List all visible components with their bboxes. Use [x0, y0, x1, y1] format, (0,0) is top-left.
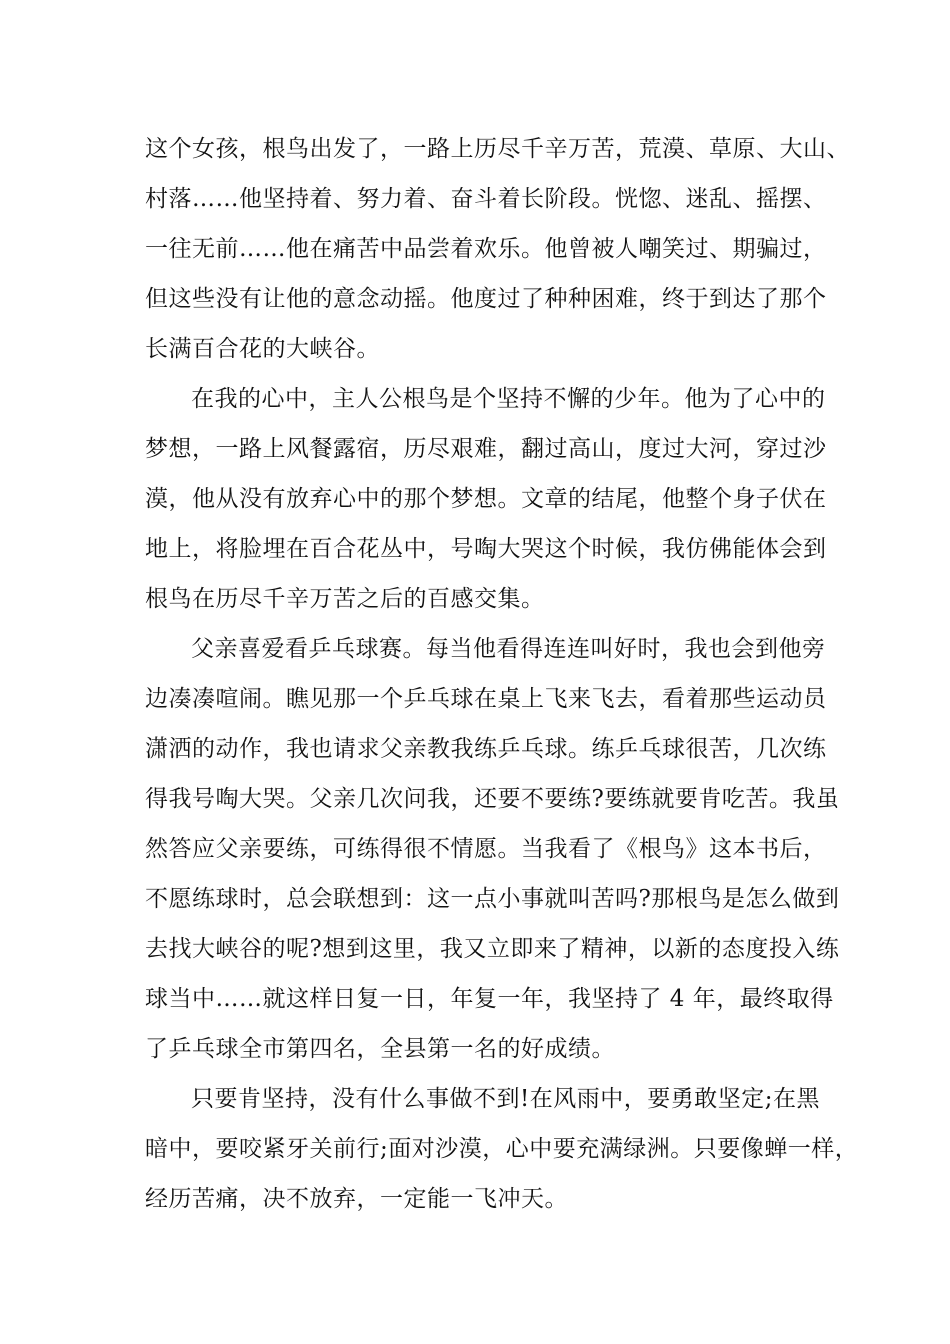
text-line: 不愿练球时，总会联想到：这一点小事就叫苦吗?那根鸟是怎么做到	[145, 886, 840, 912]
text-line: 一往无前……他在痛苦中品尝着欢乐。他曾被人嘲笑过、期骗过，	[145, 236, 827, 262]
text-line: 只要肯坚持，没有什么事做不到!在风雨中，要勇敢坚定;在黑	[191, 1086, 820, 1112]
text-line: 潇洒的动作，我也请求父亲教我练乒乓球。练乒乓球很苦，几次练	[145, 736, 827, 762]
text-line: 球当中……就这样日复一日，年复一年，我坚持了 4 年，最终取得	[145, 986, 834, 1012]
text-line: 梦想，一路上风餐露宿，历尽艰难，翻过高山，度过大河，穿过沙	[145, 436, 827, 462]
text-line: 村落……他坚持着、努力着、奋斗着长阶段。恍惚、迷乱、摇摆、	[145, 186, 827, 212]
text-line: 但这些没有让他的意念动摇。他度过了种种困难，终于到达了那个	[145, 286, 827, 312]
text-line: 经历苦痛，决不放弃，一定能一飞冲天。	[145, 1186, 568, 1212]
text-line: 得我号啕大哭。父亲几次问我，还要不要练?要练就要肯吃苦。我虽	[145, 786, 840, 812]
text-line: 父亲喜爱看乒乓球赛。每当他看得连连叫好时，我也会到他旁	[191, 636, 826, 662]
text-line: 地上，将脸埋在百合花丛中，号啕大哭这个时候，我仿佛能体会到	[145, 536, 827, 562]
text-line: 了乒乓球全市第四名，全县第一名的好成绩。	[145, 1036, 615, 1062]
text-line: 然答应父亲要练，可练得很不情愿。当我看了《根鸟》这本书后，	[145, 836, 827, 862]
paragraph-2	[145, 374, 825, 624]
text-line: 去找大峡谷的呢?想到这里，我又立即来了精神，以新的态度投入练	[145, 936, 840, 962]
paragraph-4	[145, 1074, 859, 1224]
text-line: 这个女孩，根鸟出发了，一路上历尽千辛万苦，荒漠、草原、大山、	[145, 136, 850, 162]
text-line: 漠，他从没有放弃心中的那个梦想。文章的结尾，他整个身子伏在	[145, 486, 827, 512]
text-line: 暗中，要咬紧牙关前行;面对沙漠，心中要充满绿洲。只要像蝉一样，	[145, 1136, 859, 1162]
text-line: 边凑凑喧闹。瞧见那一个乒乓球在桌上飞来飞去，看着那些运动员	[145, 686, 827, 712]
paragraph-1	[145, 124, 850, 374]
paragraph-3	[145, 624, 840, 1074]
document-body	[145, 124, 859, 1224]
text-line: 长满百合花的大峡谷。	[145, 336, 380, 362]
text-line: 在我的心中，主人公根鸟是个坚持不懈的少年。他为了心中的	[191, 386, 826, 412]
text-line: 根鸟在历尽千辛万苦之后的百感交集。	[145, 586, 545, 612]
